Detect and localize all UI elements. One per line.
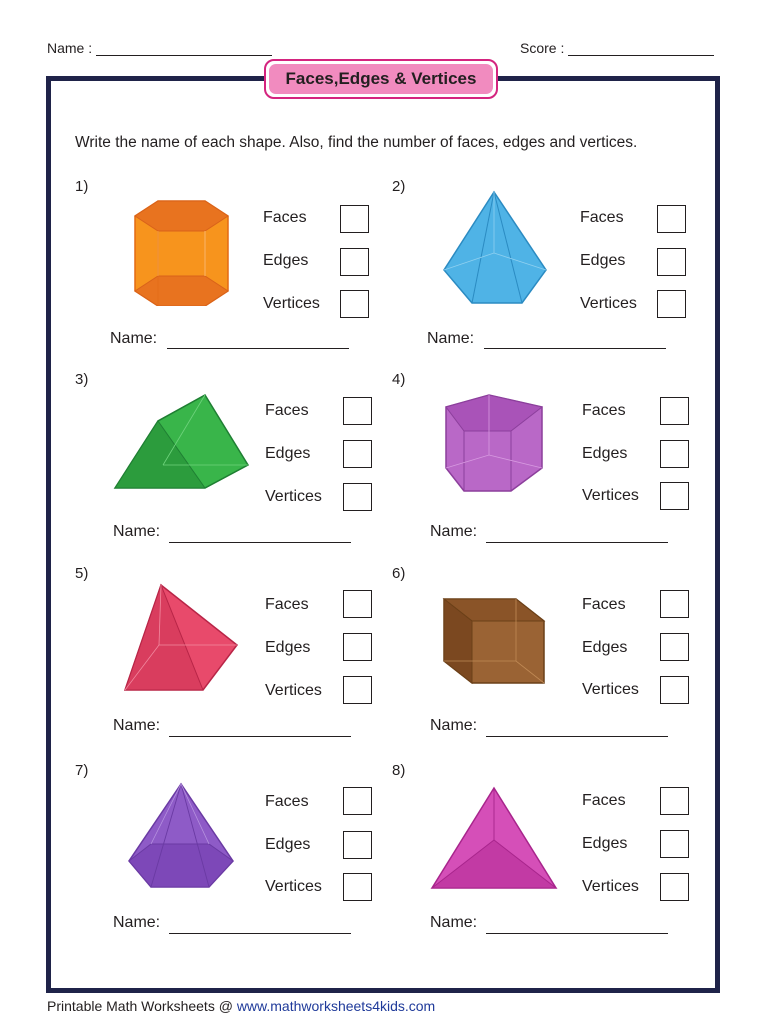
shape-name-label: Name: [110, 330, 158, 347]
title-banner [264, 59, 498, 99]
edges-label: Edges [582, 445, 628, 462]
faces-answer-box[interactable] [660, 787, 689, 815]
vertices-label: Vertices [582, 878, 639, 895]
shape-name-label: Name: [430, 523, 478, 540]
edges-label: Edges [263, 252, 309, 269]
faces-label: Faces [580, 209, 624, 226]
faces-answer-box[interactable] [343, 787, 372, 815]
shape-name-label: Name: [113, 523, 161, 540]
shape-name-line[interactable] [486, 542, 668, 543]
shape-name-label: Name: [430, 914, 478, 931]
worksheet-title: Faces,Edges & Vertices [269, 64, 493, 94]
edges-answer-box[interactable] [660, 633, 689, 661]
shape-name-label: Name: [113, 717, 161, 734]
instruction-text: Write the name of each shape. Also, find the number of faces, edges and vertices. [75, 134, 638, 151]
footer-text: Printable Math Worksheets @ [47, 998, 237, 1014]
vertices-answer-box[interactable] [660, 482, 689, 510]
question-4 [392, 371, 712, 551]
question-6 [392, 565, 712, 745]
vertices-label: Vertices [265, 682, 322, 699]
pentagonal-prism-icon [444, 393, 546, 495]
vertices-label: Vertices [582, 487, 639, 504]
faces-answer-box[interactable] [660, 590, 689, 618]
square-pyramid-icon [123, 583, 241, 693]
faces-answer-box[interactable] [340, 205, 369, 233]
faces-answer-box[interactable] [343, 590, 372, 618]
vertices-answer-box[interactable] [343, 873, 372, 901]
footer [47, 998, 435, 1014]
edges-label: Edges [582, 639, 628, 656]
vertices-answer-box[interactable] [660, 873, 689, 901]
question-number: 3) [75, 371, 89, 388]
faces-label: Faces [582, 596, 626, 613]
edges-label: Edges [265, 639, 311, 656]
shape-name-line[interactable] [169, 542, 351, 543]
question-number: 8) [392, 762, 406, 779]
score-field[interactable] [520, 40, 714, 56]
edges-answer-box[interactable] [657, 248, 686, 276]
name-field-line[interactable] [96, 41, 272, 56]
score-field-label: Score : [520, 40, 565, 56]
shape-name-label: Name: [430, 717, 478, 734]
edges-answer-box[interactable] [343, 440, 372, 468]
question-number: 7) [75, 762, 89, 779]
edges-label: Edges [580, 252, 626, 269]
vertices-label: Vertices [265, 488, 322, 505]
faces-answer-box[interactable] [657, 205, 686, 233]
question-8 [392, 762, 712, 942]
shape-name-line[interactable] [169, 736, 351, 737]
student-name-field[interactable] [47, 40, 272, 56]
faces-label: Faces [265, 402, 309, 419]
faces-label: Faces [265, 596, 309, 613]
shape-name-line[interactable] [484, 348, 666, 349]
edges-label: Edges [582, 835, 628, 852]
edges-answer-box[interactable] [343, 633, 372, 661]
vertices-label: Vertices [582, 681, 639, 698]
faces-label: Faces [582, 792, 626, 809]
vertices-label: Vertices [580, 295, 637, 312]
hexagonal-pyramid-icon [127, 782, 235, 890]
vertices-answer-box[interactable] [343, 676, 372, 704]
score-field-line[interactable] [568, 41, 714, 56]
vertices-answer-box[interactable] [340, 290, 369, 318]
edges-label: Edges [265, 836, 311, 853]
shape-name-line[interactable] [486, 933, 668, 934]
shape-name-label: Name: [427, 330, 475, 347]
pentagonal-pyramid-icon [442, 190, 548, 306]
triangular-pyramid-icon [430, 786, 560, 890]
hexagonal-prism-icon [130, 196, 230, 306]
triangular-prism-icon [113, 391, 251, 493]
question-5 [75, 565, 395, 745]
edges-answer-box[interactable] [660, 830, 689, 858]
edges-answer-box[interactable] [340, 248, 369, 276]
vertices-answer-box[interactable] [660, 676, 689, 704]
faces-label: Faces [263, 209, 307, 226]
faces-label: Faces [582, 402, 626, 419]
edges-label: Edges [265, 445, 311, 462]
question-2 [392, 178, 712, 358]
name-field-label: Name : [47, 40, 93, 56]
question-number: 5) [75, 565, 89, 582]
question-number: 2) [392, 178, 406, 195]
faces-answer-box[interactable] [343, 397, 372, 425]
cube-icon [442, 595, 548, 687]
question-1 [75, 178, 395, 358]
shape-name-label: Name: [113, 914, 161, 931]
footer-link[interactable]: www.mathworksheets4kids.com [236, 998, 436, 1014]
shape-name-line[interactable] [169, 933, 351, 934]
question-number: 1) [75, 178, 89, 195]
vertices-label: Vertices [263, 295, 320, 312]
vertices-answer-box[interactable] [343, 483, 372, 511]
question-7 [75, 762, 395, 942]
shape-name-line[interactable] [167, 348, 349, 349]
question-3 [75, 371, 395, 551]
vertices-label: Vertices [265, 878, 322, 895]
shape-name-line[interactable] [486, 736, 668, 737]
edges-answer-box[interactable] [343, 831, 372, 859]
edges-answer-box[interactable] [660, 440, 689, 468]
faces-label: Faces [265, 793, 309, 810]
question-number: 4) [392, 371, 406, 388]
question-number: 6) [392, 565, 406, 582]
vertices-answer-box[interactable] [657, 290, 686, 318]
faces-answer-box[interactable] [660, 397, 689, 425]
